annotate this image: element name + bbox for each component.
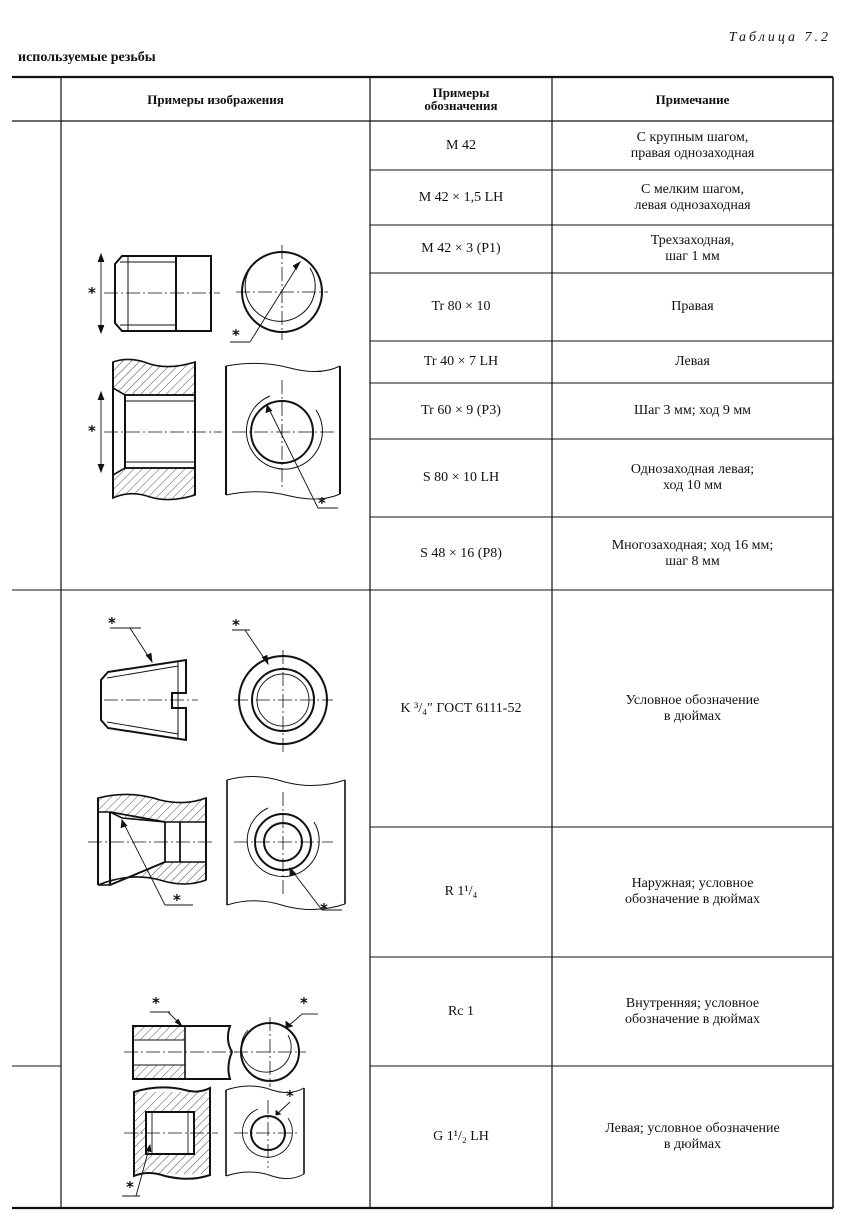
designation-text: M 42 × 3 (P1) — [421, 241, 501, 256]
note-line1: Правая — [671, 299, 714, 314]
nut-end-view-drawing — [226, 363, 340, 508]
note-line1: Условное обозначение — [625, 692, 760, 708]
note-line2: в дюймах — [663, 708, 722, 724]
mark-asterisk: * — [152, 994, 160, 1012]
bolt-end-view-drawing — [230, 245, 328, 342]
designation-text: M 42 × 1,5 LH — [418, 189, 504, 205]
mark-asterisk: * — [126, 1178, 134, 1196]
designation-text: Rc 1 — [447, 1003, 475, 1019]
header-note-text: Примечание — [655, 91, 730, 107]
bolt-side-view-drawing — [98, 254, 220, 333]
pipe-thread-side-view-drawing — [124, 1012, 238, 1079]
mark-asterisk: * — [108, 614, 116, 632]
nut-section-drawing — [98, 359, 222, 499]
note-line2: в дюймах — [663, 1137, 722, 1152]
mark-asterisk: * — [88, 284, 96, 302]
mark-asterisk: * — [232, 326, 240, 344]
note-line2: шаг 8 мм — [665, 553, 720, 569]
designation-text: K ³/₄″ ГОСТ 6111-52 — [400, 700, 522, 716]
designation-text: Tr 60 × 9 (P3) — [421, 403, 501, 418]
pipe-thread-end-view-drawing — [234, 1014, 318, 1087]
mark-asterisk: * — [286, 1087, 294, 1105]
note-line1: Многозаходная; ход 16 мм; — [611, 537, 774, 553]
note-line1: Левая; условное обозначение — [605, 1121, 780, 1136]
note-line1: Однозаходная левая; — [630, 462, 755, 477]
tapered-plug-side-view-drawing — [101, 628, 198, 740]
note-line1: Шаг 3 мм; ход 9 мм — [633, 403, 752, 418]
note-line1: С крупным шагом, — [636, 129, 749, 145]
table-subtitle: используемые резьбы — [18, 50, 156, 65]
note-line2: ход 10 мм — [663, 478, 722, 493]
header-designation-line2: обозначения — [424, 98, 498, 113]
designation-text: R 1¹/₄ — [444, 884, 478, 899]
tapered-socket-section-drawing — [88, 794, 214, 905]
mark-asterisk: * — [320, 900, 328, 918]
designation-text: Tr 40 × 7 LH — [423, 354, 499, 369]
header-images-text: Примеры изображения — [147, 91, 284, 107]
note-line1: Трехзаходная, — [650, 233, 735, 248]
designation-text: S 48 × 16 (P8) — [420, 545, 502, 561]
mark-asterisk: * — [88, 422, 96, 440]
pipe-socket-section-drawing — [122, 1087, 218, 1196]
mark-asterisk: * — [232, 616, 240, 634]
note-line2: обозначение в дюймах — [625, 892, 760, 907]
note-line1: С мелким шагом, — [640, 181, 745, 197]
mark-asterisk: * — [318, 494, 326, 512]
note-line1: Левая — [675, 354, 710, 369]
header-designation-line1: Примеры — [432, 85, 490, 100]
designation-text: M 42 — [446, 137, 476, 153]
designation-text: G 1¹/₂ LH — [433, 1129, 489, 1144]
tapered-plug-end-view-drawing — [232, 630, 333, 752]
note-line2: обозначение в дюймах — [625, 1011, 760, 1027]
note-line1: Внутренняя; условное — [625, 995, 760, 1011]
designation-text: Tr 80 × 10 — [431, 299, 491, 314]
tapered-socket-end-view-drawing — [227, 776, 345, 910]
mark-asterisk: * — [300, 994, 308, 1012]
note-line2: шаг 1 мм — [665, 249, 720, 264]
note-line2: правая однозаходная — [630, 145, 755, 161]
designation-text: S 80 × 10 LH — [422, 470, 500, 485]
note-line2: левая однозаходная — [634, 197, 751, 213]
table-number: Таблица 7.2 — [728, 30, 831, 45]
mark-asterisk: * — [173, 891, 181, 909]
note-line1: Наружная; условное — [631, 876, 754, 891]
